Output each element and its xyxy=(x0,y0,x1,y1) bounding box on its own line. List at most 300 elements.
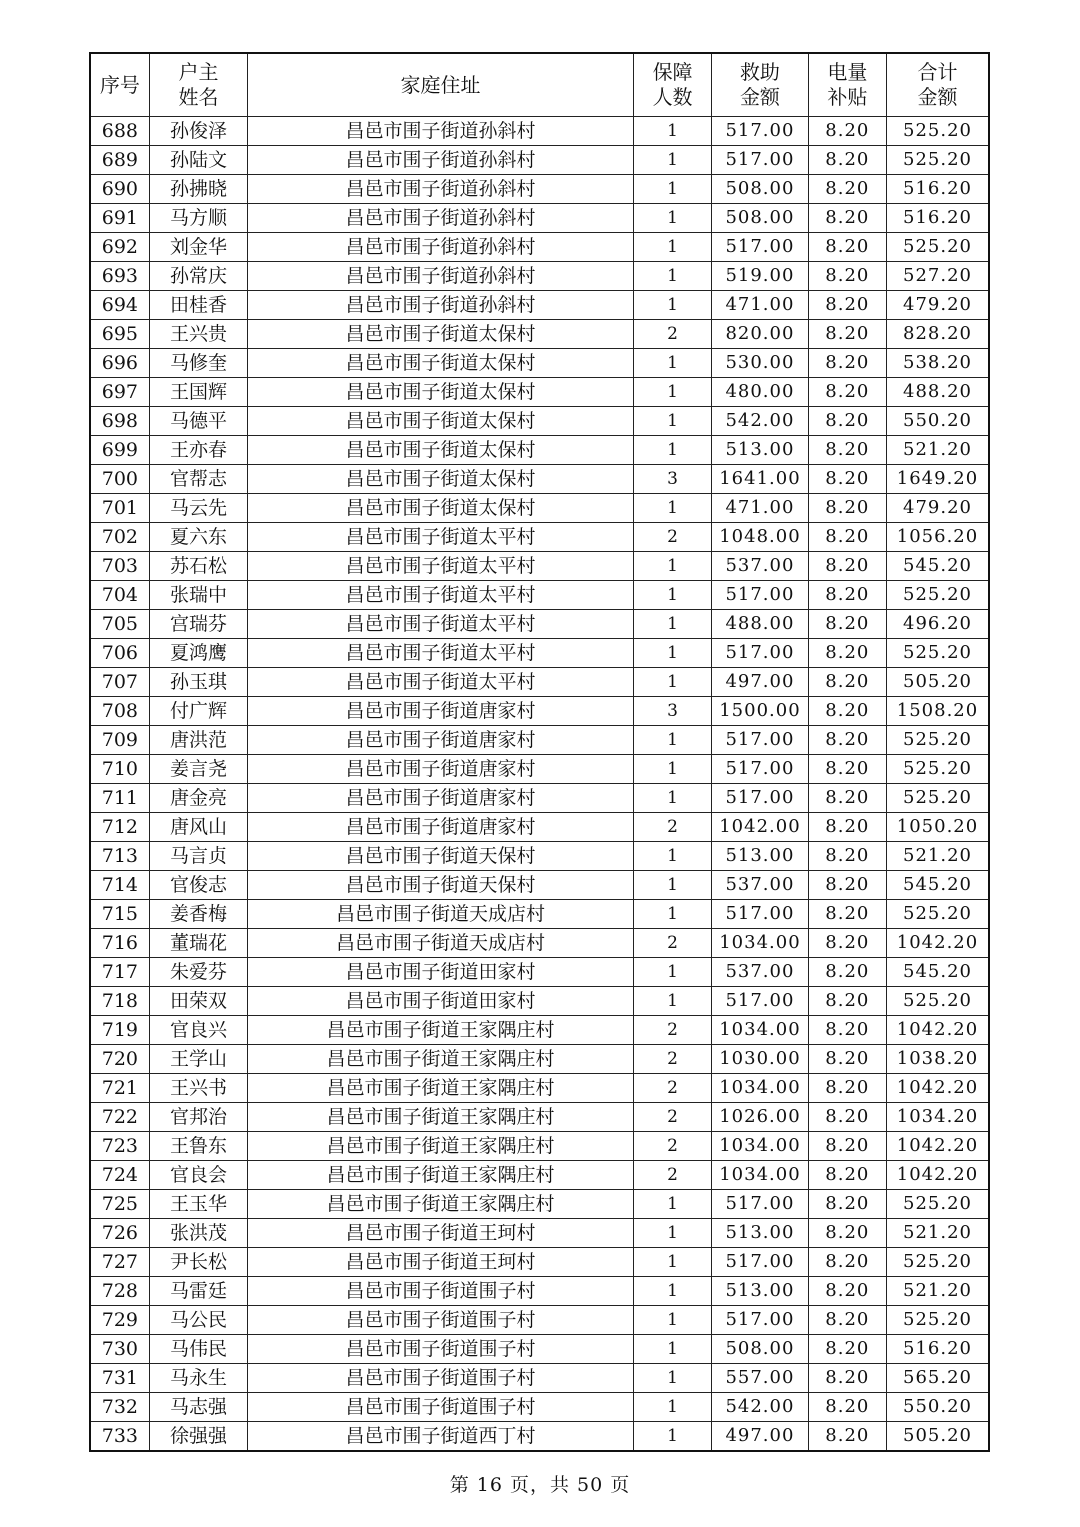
cell-persons: 1 xyxy=(633,958,711,987)
cell-name: 官良兴 xyxy=(149,1016,247,1045)
col-index-header xyxy=(90,53,149,117)
cell-name: 徐强强 xyxy=(149,1422,247,1452)
cell-total: 505.20 xyxy=(887,668,990,697)
cell-electric: 8.20 xyxy=(808,1161,886,1190)
cell-name: 官良会 xyxy=(149,1161,247,1190)
cell-index: 701 xyxy=(90,494,149,523)
header-line: 保障 xyxy=(652,60,693,84)
col-amount-header xyxy=(712,53,808,117)
cell-name: 唐风山 xyxy=(149,813,247,842)
cell-name: 尹长松 xyxy=(149,1248,247,1277)
cell-amount: 1042.00 xyxy=(712,813,808,842)
cell-amount: 517.00 xyxy=(712,639,808,668)
cell-index: 691 xyxy=(90,204,149,233)
cell-persons: 1 xyxy=(633,349,711,378)
table-row xyxy=(90,204,989,233)
cell-total: 1038.20 xyxy=(887,1045,990,1074)
cell-index: 702 xyxy=(90,523,149,552)
table-row xyxy=(90,987,989,1016)
cell-electric: 8.20 xyxy=(808,1422,886,1452)
cell-index: 726 xyxy=(90,1219,149,1248)
cell-address: 昌邑市围子街道太保村 xyxy=(248,407,634,436)
cell-persons: 1 xyxy=(633,407,711,436)
cell-persons: 1 xyxy=(633,581,711,610)
cell-electric: 8.20 xyxy=(808,1132,886,1161)
cell-amount: 508.00 xyxy=(712,204,808,233)
cell-electric: 8.20 xyxy=(808,1364,886,1393)
cell-index: 717 xyxy=(90,958,149,987)
cell-total: 525.20 xyxy=(887,1248,990,1277)
cell-electric: 8.20 xyxy=(808,465,886,494)
cell-total: 1508.20 xyxy=(887,697,990,726)
cell-persons: 2 xyxy=(633,1045,711,1074)
cell-total: 525.20 xyxy=(887,726,990,755)
cell-name: 马德平 xyxy=(149,407,247,436)
cell-amount: 1034.00 xyxy=(712,929,808,958)
table-row xyxy=(90,175,989,204)
cell-address: 昌邑市围子街道孙斜村 xyxy=(248,233,634,262)
cell-persons: 1 xyxy=(633,900,711,929)
cell-electric: 8.20 xyxy=(808,1190,886,1219)
cell-total: 1042.20 xyxy=(887,1132,990,1161)
cell-address: 昌邑市围子街道唐家村 xyxy=(248,784,634,813)
header-line: 家庭住址 xyxy=(400,72,481,97)
cell-persons: 1 xyxy=(633,1277,711,1306)
cell-persons: 1 xyxy=(633,842,711,871)
cell-persons: 1 xyxy=(633,1219,711,1248)
cell-index: 690 xyxy=(90,175,149,204)
table-row xyxy=(90,1219,989,1248)
cell-name: 马云先 xyxy=(149,494,247,523)
cell-address: 昌邑市围子街道孙斜村 xyxy=(248,204,634,233)
cell-index: 715 xyxy=(90,900,149,929)
cell-amount: 537.00 xyxy=(712,958,808,987)
cell-address: 昌邑市围子街道太平村 xyxy=(248,581,634,610)
cell-index: 697 xyxy=(90,378,149,407)
cell-index: 718 xyxy=(90,987,149,1016)
cell-name: 付广辉 xyxy=(149,697,247,726)
cell-total: 1042.20 xyxy=(887,1161,990,1190)
cell-total: 565.20 xyxy=(887,1364,990,1393)
cell-amount: 1034.00 xyxy=(712,1161,808,1190)
cell-persons: 1 xyxy=(633,117,711,146)
cell-amount: 1641.00 xyxy=(712,465,808,494)
table-row xyxy=(90,610,989,639)
cell-address: 昌邑市围子街道王家隅庄村 xyxy=(248,1103,634,1132)
cell-persons: 1 xyxy=(633,378,711,407)
cell-electric: 8.20 xyxy=(808,552,886,581)
table-row xyxy=(90,146,989,175)
cell-amount: 517.00 xyxy=(712,146,808,175)
cell-index: 694 xyxy=(90,291,149,320)
cell-address: 昌邑市围子街道太平村 xyxy=(248,523,634,552)
table-row xyxy=(90,465,989,494)
header-line: 户主 xyxy=(178,60,219,84)
cell-amount: 519.00 xyxy=(712,262,808,291)
cell-persons: 2 xyxy=(633,1132,711,1161)
cell-index: 733 xyxy=(90,1422,149,1452)
cell-name: 马雷廷 xyxy=(149,1277,247,1306)
cell-total: 516.20 xyxy=(887,175,990,204)
cell-electric: 8.20 xyxy=(808,262,886,291)
cell-total: 1056.20 xyxy=(887,523,990,552)
cell-index: 709 xyxy=(90,726,149,755)
cell-electric: 8.20 xyxy=(808,320,886,349)
table-row xyxy=(90,378,989,407)
table-row xyxy=(90,697,989,726)
cell-amount: 530.00 xyxy=(712,349,808,378)
cell-electric: 8.20 xyxy=(808,1306,886,1335)
header-line: 救助 xyxy=(739,60,780,84)
table-row xyxy=(90,320,989,349)
cell-index: 693 xyxy=(90,262,149,291)
cell-persons: 1 xyxy=(633,494,711,523)
cell-total: 505.20 xyxy=(887,1422,990,1452)
cell-persons: 1 xyxy=(633,291,711,320)
cell-address: 昌邑市围子街道田家村 xyxy=(248,958,634,987)
cell-index: 705 xyxy=(90,610,149,639)
cell-total: 521.20 xyxy=(887,842,990,871)
cell-index: 732 xyxy=(90,1393,149,1422)
cell-persons: 1 xyxy=(633,987,711,1016)
header-line: 人数 xyxy=(652,85,693,109)
col-persons-header xyxy=(633,53,711,117)
table-row xyxy=(90,639,989,668)
cell-total: 525.20 xyxy=(887,784,990,813)
cell-name: 官俊志 xyxy=(149,871,247,900)
cell-total: 1050.20 xyxy=(887,813,990,842)
cell-amount: 517.00 xyxy=(712,987,808,1016)
header-line: 补贴 xyxy=(827,85,868,109)
cell-address: 昌邑市围子街道孙斜村 xyxy=(248,291,634,320)
cell-name: 王兴书 xyxy=(149,1074,247,1103)
cell-amount: 517.00 xyxy=(712,784,808,813)
cell-index: 719 xyxy=(90,1016,149,1045)
cell-persons: 1 xyxy=(633,436,711,465)
cell-total: 1042.20 xyxy=(887,929,990,958)
cell-total: 525.20 xyxy=(887,1190,990,1219)
cell-persons: 2 xyxy=(633,320,711,349)
cell-amount: 513.00 xyxy=(712,842,808,871)
cell-index: 711 xyxy=(90,784,149,813)
cell-persons: 1 xyxy=(633,175,711,204)
cell-address: 昌邑市围子街道天成店村 xyxy=(248,900,634,929)
cell-index: 725 xyxy=(90,1190,149,1219)
cell-electric: 8.20 xyxy=(808,1277,886,1306)
cell-total: 828.20 xyxy=(887,320,990,349)
cell-name: 孙俊泽 xyxy=(149,117,247,146)
cell-total: 525.20 xyxy=(887,146,990,175)
table-row xyxy=(90,1306,989,1335)
cell-name: 马伟民 xyxy=(149,1335,247,1364)
cell-total: 525.20 xyxy=(887,639,990,668)
cell-address: 昌邑市围子街道唐家村 xyxy=(248,697,634,726)
table-row xyxy=(90,929,989,958)
header-line: 合计 xyxy=(917,60,958,84)
table-row xyxy=(90,436,989,465)
cell-name: 夏鸿鹰 xyxy=(149,639,247,668)
cell-address: 昌邑市围子街道天保村 xyxy=(248,871,634,900)
cell-total: 525.20 xyxy=(887,987,990,1016)
table-row xyxy=(90,900,989,929)
cell-name: 王玉华 xyxy=(149,1190,247,1219)
cell-address: 昌邑市围子街道围子村 xyxy=(248,1277,634,1306)
cell-amount: 513.00 xyxy=(712,1277,808,1306)
table-row xyxy=(90,1016,989,1045)
table-row xyxy=(90,494,989,523)
table-row xyxy=(90,1277,989,1306)
cell-amount: 497.00 xyxy=(712,668,808,697)
cell-electric: 8.20 xyxy=(808,175,886,204)
table-row xyxy=(90,349,989,378)
cell-address: 昌邑市围子街道太保村 xyxy=(248,494,634,523)
cell-name: 王学山 xyxy=(149,1045,247,1074)
cell-persons: 3 xyxy=(633,465,711,494)
cell-index: 703 xyxy=(90,552,149,581)
cell-amount: 1034.00 xyxy=(712,1132,808,1161)
cell-electric: 8.20 xyxy=(808,378,886,407)
cell-total: 521.20 xyxy=(887,1277,990,1306)
table-row xyxy=(90,262,989,291)
cell-amount: 513.00 xyxy=(712,1219,808,1248)
cell-electric: 8.20 xyxy=(808,146,886,175)
cell-name: 唐金亮 xyxy=(149,784,247,813)
table-row xyxy=(90,1248,989,1277)
cell-persons: 2 xyxy=(633,1161,711,1190)
cell-name: 官邦治 xyxy=(149,1103,247,1132)
cell-electric: 8.20 xyxy=(808,697,886,726)
cell-electric: 8.20 xyxy=(808,929,886,958)
cell-total: 1649.20 xyxy=(887,465,990,494)
cell-persons: 1 xyxy=(633,1306,711,1335)
cell-address: 昌邑市围子街道孙斜村 xyxy=(248,175,634,204)
cell-index: 721 xyxy=(90,1074,149,1103)
cell-name: 王国辉 xyxy=(149,378,247,407)
table-row xyxy=(90,958,989,987)
cell-electric: 8.20 xyxy=(808,1103,886,1132)
cell-amount: 517.00 xyxy=(712,1190,808,1219)
cell-persons: 1 xyxy=(633,204,711,233)
cell-persons: 1 xyxy=(633,1364,711,1393)
cell-address: 昌邑市围子街道王珂村 xyxy=(248,1219,634,1248)
cell-address: 昌邑市围子街道唐家村 xyxy=(248,755,634,784)
table-row xyxy=(90,233,989,262)
cell-electric: 8.20 xyxy=(808,639,886,668)
cell-address: 昌邑市围子街道太保村 xyxy=(248,320,634,349)
cell-amount: 517.00 xyxy=(712,1248,808,1277)
cell-name: 马言贞 xyxy=(149,842,247,871)
cell-total: 521.20 xyxy=(887,1219,990,1248)
cell-electric: 8.20 xyxy=(808,813,886,842)
cell-index: 731 xyxy=(90,1364,149,1393)
table-row xyxy=(90,813,989,842)
cell-persons: 2 xyxy=(633,1103,711,1132)
cell-index: 723 xyxy=(90,1132,149,1161)
cell-address: 昌邑市围子街道太保村 xyxy=(248,465,634,494)
cell-index: 728 xyxy=(90,1277,149,1306)
table-row xyxy=(90,523,989,552)
cell-persons: 1 xyxy=(633,1190,711,1219)
cell-address: 昌邑市围子街道太保村 xyxy=(248,436,634,465)
cell-amount: 1030.00 xyxy=(712,1045,808,1074)
table-row xyxy=(90,581,989,610)
cell-amount: 537.00 xyxy=(712,552,808,581)
table-row xyxy=(90,291,989,320)
cell-total: 525.20 xyxy=(887,1306,990,1335)
cell-name: 孙常庆 xyxy=(149,262,247,291)
cell-total: 516.20 xyxy=(887,204,990,233)
cell-electric: 8.20 xyxy=(808,1045,886,1074)
header-line: 电量 xyxy=(827,60,868,84)
cell-total: 545.20 xyxy=(887,958,990,987)
cell-name: 宫瑞芬 xyxy=(149,610,247,639)
cell-persons: 2 xyxy=(633,813,711,842)
cell-amount: 1034.00 xyxy=(712,1016,808,1045)
cell-total: 525.20 xyxy=(887,900,990,929)
cell-name: 刘金华 xyxy=(149,233,247,262)
cell-address: 昌邑市围子街道王家隅庄村 xyxy=(248,1161,634,1190)
cell-address: 昌邑市围子街道王家隅庄村 xyxy=(248,1016,634,1045)
cell-address: 昌邑市围子街道西丁村 xyxy=(248,1422,634,1452)
cell-amount: 513.00 xyxy=(712,436,808,465)
cell-index: 724 xyxy=(90,1161,149,1190)
cell-electric: 8.20 xyxy=(808,407,886,436)
cell-name: 王亦春 xyxy=(149,436,247,465)
cell-persons: 2 xyxy=(633,1016,711,1045)
cell-electric: 8.20 xyxy=(808,1393,886,1422)
cell-name: 张瑞中 xyxy=(149,581,247,610)
cell-address: 昌邑市围子街道孙斜村 xyxy=(248,117,634,146)
table-row xyxy=(90,117,989,146)
cell-address: 昌邑市围子街道围子村 xyxy=(248,1364,634,1393)
table-row xyxy=(90,668,989,697)
cell-electric: 8.20 xyxy=(808,349,886,378)
header-line: 金额 xyxy=(739,85,780,109)
header-line: 金额 xyxy=(917,85,958,109)
cell-electric: 8.20 xyxy=(808,291,886,320)
cell-electric: 8.20 xyxy=(808,958,886,987)
cell-total: 1042.20 xyxy=(887,1016,990,1045)
cell-amount: 517.00 xyxy=(712,233,808,262)
cell-amount: 517.00 xyxy=(712,726,808,755)
cell-persons: 1 xyxy=(633,726,711,755)
table-row xyxy=(90,1393,989,1422)
cell-electric: 8.20 xyxy=(808,755,886,784)
cell-total: 1034.20 xyxy=(887,1103,990,1132)
cell-name: 田荣双 xyxy=(149,987,247,1016)
table-row xyxy=(90,871,989,900)
table-row xyxy=(90,1335,989,1364)
cell-amount: 517.00 xyxy=(712,755,808,784)
table-row xyxy=(90,726,989,755)
col-name-header xyxy=(149,53,247,117)
cell-index: 695 xyxy=(90,320,149,349)
cell-address: 昌邑市围子街道太保村 xyxy=(248,349,634,378)
cell-persons: 1 xyxy=(633,1335,711,1364)
col-electric-header xyxy=(808,53,886,117)
cell-total: 496.20 xyxy=(887,610,990,639)
cell-amount: 480.00 xyxy=(712,378,808,407)
cell-electric: 8.20 xyxy=(808,726,886,755)
cell-total: 525.20 xyxy=(887,755,990,784)
cell-amount: 488.00 xyxy=(712,610,808,639)
cell-electric: 8.20 xyxy=(808,1335,886,1364)
cell-index: 698 xyxy=(90,407,149,436)
cell-amount: 508.00 xyxy=(712,175,808,204)
cell-electric: 8.20 xyxy=(808,233,886,262)
cell-total: 527.20 xyxy=(887,262,990,291)
cell-name: 张洪茂 xyxy=(149,1219,247,1248)
cell-name: 马修奎 xyxy=(149,349,247,378)
cell-amount: 1026.00 xyxy=(712,1103,808,1132)
cell-total: 1042.20 xyxy=(887,1074,990,1103)
cell-name: 田桂香 xyxy=(149,291,247,320)
cell-index: 692 xyxy=(90,233,149,262)
cell-persons: 2 xyxy=(633,1074,711,1103)
cell-total: 550.20 xyxy=(887,1393,990,1422)
cell-electric: 8.20 xyxy=(808,117,886,146)
cell-total: 488.20 xyxy=(887,378,990,407)
cell-name: 董瑞花 xyxy=(149,929,247,958)
table-row xyxy=(90,1364,989,1393)
cell-electric: 8.20 xyxy=(808,668,886,697)
cell-total: 525.20 xyxy=(887,233,990,262)
header-row xyxy=(90,53,989,117)
cell-persons: 1 xyxy=(633,552,711,581)
cell-index: 704 xyxy=(90,581,149,610)
cell-name: 孙拂晓 xyxy=(149,175,247,204)
cell-persons: 2 xyxy=(633,929,711,958)
cell-address: 昌邑市围子街道孙斜村 xyxy=(248,262,634,291)
cell-electric: 8.20 xyxy=(808,523,886,552)
cell-persons: 1 xyxy=(633,146,711,175)
page-footer: 第 16 页，共 50 页 xyxy=(449,1474,631,1496)
cell-total: 521.20 xyxy=(887,436,990,465)
cell-persons: 1 xyxy=(633,639,711,668)
cell-index: 716 xyxy=(90,929,149,958)
cell-index: 688 xyxy=(90,117,149,146)
cell-index: 689 xyxy=(90,146,149,175)
table-row xyxy=(90,1045,989,1074)
cell-address: 昌邑市围子街道天成店村 xyxy=(248,929,634,958)
table-row xyxy=(90,1103,989,1132)
cell-index: 700 xyxy=(90,465,149,494)
table-row xyxy=(90,755,989,784)
cell-persons: 1 xyxy=(633,1422,711,1452)
cell-total: 538.20 xyxy=(887,349,990,378)
cell-index: 707 xyxy=(90,668,149,697)
cell-address: 昌邑市围子街道王家隅庄村 xyxy=(248,1045,634,1074)
cell-persons: 1 xyxy=(633,233,711,262)
cell-address: 昌邑市围子街道唐家村 xyxy=(248,726,634,755)
header-line: 姓名 xyxy=(178,85,219,109)
cell-persons: 1 xyxy=(633,1248,711,1277)
cell-persons: 1 xyxy=(633,755,711,784)
table-row xyxy=(90,1074,989,1103)
cell-persons: 1 xyxy=(633,668,711,697)
cell-persons: 1 xyxy=(633,784,711,813)
cell-amount: 508.00 xyxy=(712,1335,808,1364)
cell-address: 昌邑市围子街道王家隅庄村 xyxy=(248,1190,634,1219)
cell-name: 姜言尧 xyxy=(149,755,247,784)
cell-index: 713 xyxy=(90,842,149,871)
header-line: 序号 xyxy=(99,72,140,97)
cell-persons: 3 xyxy=(633,697,711,726)
table-row xyxy=(90,552,989,581)
cell-electric: 8.20 xyxy=(808,610,886,639)
cell-total: 525.20 xyxy=(887,581,990,610)
cell-index: 720 xyxy=(90,1045,149,1074)
